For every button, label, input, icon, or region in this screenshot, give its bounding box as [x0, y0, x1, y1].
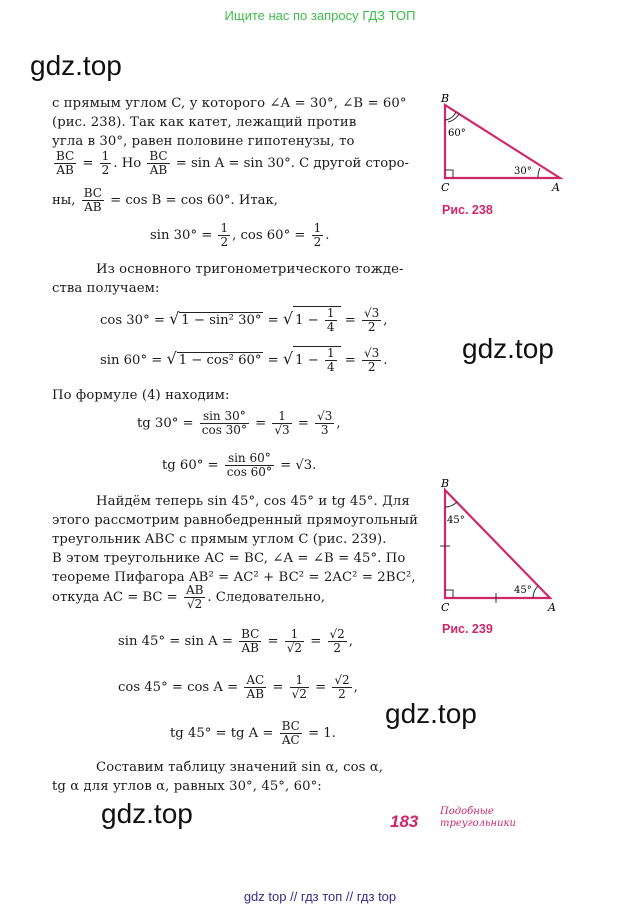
watermark: gdz.top — [462, 333, 554, 364]
right-angle-mark — [445, 170, 453, 178]
text-line: Из основного тригонометрического тожде- — [96, 262, 404, 277]
text-line: треугольник ABC с прямым углом C (рис. 239). — [52, 532, 387, 547]
equation: sin 60° = √ 1 − cos² 60° = √ 1 − $\frac{1}{4}$ = $\frac{√3}{2}$ . — [100, 346, 388, 374]
text-line: этого рассмотрим равнобедренный прямоугольный — [52, 513, 419, 528]
text-fragment: . Следовательно, — [207, 590, 326, 605]
section-title-line: треугольники — [440, 818, 516, 829]
vertex-label-a: A — [552, 181, 560, 194]
angle-label: 45° — [447, 515, 465, 526]
figure-239 — [436, 475, 566, 615]
angle-label: 60° — [448, 128, 466, 139]
top-banner[interactable]: Ищите нас по запросу ГДЗ ТОП — [224, 8, 416, 23]
vertex-label-c: C — [441, 601, 450, 614]
equation: sin 45° = sin A = $\frac{BC}{AB}$ = $\frac{1}{√2}$ = $\frac{√2}{2}$ , — [118, 627, 353, 655]
text-fragment: = cos B = cos 60°. Итак, — [110, 193, 278, 208]
equation: tg 30° = $\frac{\sin 30^\circ}{\cos 30^\circ}$ = $\frac{1}{√3}$ = $\frac{√3}{3}$ , — [137, 409, 341, 437]
angle-arc — [533, 586, 538, 598]
text-line: ства получаем: — [52, 281, 160, 296]
vertex-label-c: C — [441, 181, 450, 194]
bottom-links[interactable]: gdz top // гдз топ // гдз top — [243, 889, 397, 904]
equation: tg 45° = tg A = $\frac{BC}{AC}$ = 1. — [170, 719, 336, 747]
text-line: с прямым углом C, у которого ∠A = 30°, ∠B = 60° — [52, 96, 407, 111]
text-line: угла в 30°, равен половине гипотенузы, то — [52, 134, 355, 149]
figure-caption: Рис. 238 — [442, 203, 493, 217]
section-title-line: Подобные — [440, 806, 494, 817]
equation: tg 60° = $\frac{\sin 60^\circ}{\cos 60^\circ}$ = √3. — [162, 451, 317, 479]
equation: ны, $\frac{BC}{AB}$ = cos B = cos 60°. Итак, — [52, 186, 278, 214]
triangle-238 — [445, 105, 560, 178]
text-fragment: откуда AC = BC = — [52, 590, 178, 605]
triangle-239 — [445, 490, 550, 598]
text-fragment: ны, — [52, 193, 76, 208]
text-line: теореме Пифагора AB² = AC² + BC² = 2AC² = 2BC², — [52, 570, 416, 585]
figure-238 — [436, 90, 566, 200]
right-angle-mark — [445, 590, 453, 598]
text-fragment: = sin A = sin 30°. С другой сторо- — [175, 156, 409, 171]
vertex-label-b: B — [441, 477, 450, 490]
watermark: gdz.top — [30, 50, 122, 81]
equation: cos 45° = cos A = $\frac{AC}{AB}$ = $\frac{1}{√2}$ = $\frac{√2}{2}$ , — [118, 673, 358, 701]
text-line: tg α для углов α, равных 30°, 45°, 60°: — [52, 779, 322, 794]
text-fragment: . Но — [113, 156, 142, 171]
equation: $\frac{BC}{AB}$ = $\frac{1}{2}$ . Но $\frac{BC}{AB}$ = sin A = sin 30°. С другой сторо- — [56, 149, 409, 177]
angle-label: 30° — [514, 166, 532, 177]
equation: sin 30° = $\frac{1}{2}$ , cos 60° = $\frac{1}{2}$ . — [150, 221, 330, 249]
vertex-label-a: A — [548, 601, 556, 614]
text-line: Найдём теперь sin 45°, cos 45° и tg 45°. Для — [96, 494, 410, 509]
page-number: 183 — [390, 812, 419, 831]
equation: cos 30° = √ 1 − sin² 30° = √ 1 − $\frac{1}{4}$ = $\frac{√3}{2}$ , — [100, 306, 388, 334]
section-title — [440, 806, 516, 830]
angle-label: 45° — [514, 585, 532, 596]
figure-caption: Рис. 239 — [442, 622, 493, 636]
text-line: По формуле (4) находим: — [52, 388, 230, 403]
angle-arc — [445, 502, 457, 507]
watermark: gdz.top — [385, 698, 477, 729]
text-line: Составим таблицу значений sin α, cos α, — [96, 760, 384, 775]
angle-arc — [538, 168, 540, 178]
text-line: В этом треугольнике AC = BC, ∠A = ∠B = 45°. По — [52, 551, 406, 566]
watermark: gdz.top — [101, 798, 193, 829]
vertex-label-b: B — [441, 92, 450, 105]
text-line: (рис. 238). Так как катет, лежащий против — [52, 115, 357, 130]
equation: откуда AC = BC = $\frac{AB}{√2}$ . Следовательно, — [52, 583, 326, 611]
